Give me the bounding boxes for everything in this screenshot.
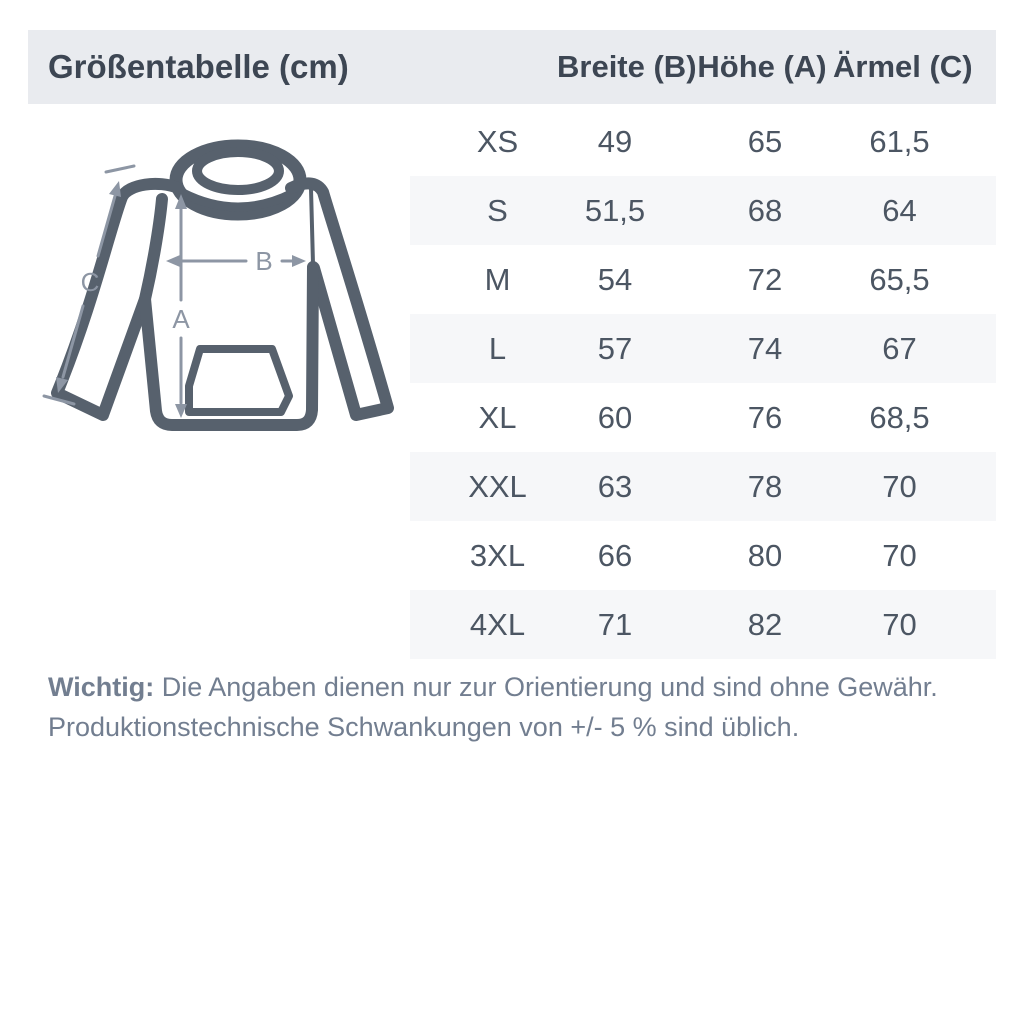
value-cell-hoehe: 68 bbox=[747, 192, 783, 228]
size-cell: XS bbox=[476, 123, 519, 159]
column-header-breite: Breite (B) bbox=[557, 49, 697, 84]
column-headers bbox=[410, 30, 996, 104]
value-cell-hoehe: 80 bbox=[747, 537, 783, 573]
value-cell-aermel: 64 bbox=[882, 192, 917, 228]
value-cell-breite: 51,5 bbox=[584, 192, 646, 228]
size-cell: 4XL bbox=[469, 606, 526, 642]
size-table bbox=[410, 107, 996, 659]
value-cell-aermel: 65,5 bbox=[869, 261, 930, 297]
table-row bbox=[410, 176, 996, 245]
table-row bbox=[410, 107, 996, 176]
size-cell: XL bbox=[478, 399, 517, 435]
value-cell-hoehe: 65 bbox=[747, 123, 783, 159]
value-cell-aermel: 70 bbox=[882, 606, 917, 642]
table-row bbox=[410, 521, 996, 590]
value-cell-breite: 71 bbox=[597, 606, 633, 642]
value-cell-hoehe: 76 bbox=[747, 399, 783, 435]
hood-collar-icon bbox=[183, 193, 293, 207]
right-armhole-seam-icon bbox=[311, 189, 313, 264]
size-chart-title: Größentabelle (cm) bbox=[48, 48, 349, 85]
size-cell: XXL bbox=[468, 468, 527, 504]
size-cell: M bbox=[484, 261, 511, 297]
value-cell-aermel: 61,5 bbox=[869, 123, 930, 159]
table-row bbox=[410, 245, 996, 314]
value-cell-breite: 60 bbox=[597, 399, 633, 435]
size-cell: S bbox=[487, 192, 508, 228]
table-row bbox=[410, 590, 996, 659]
hoodie-measurement-diagram bbox=[30, 125, 415, 455]
hood-inner-icon bbox=[197, 152, 279, 190]
table-row bbox=[410, 314, 996, 383]
left-sleeve-icon bbox=[57, 184, 178, 415]
pocket-icon bbox=[189, 349, 289, 412]
measurement-label-c: C bbox=[80, 267, 100, 297]
value-cell-hoehe: 72 bbox=[747, 261, 783, 297]
value-cell-hoehe: 74 bbox=[747, 330, 783, 366]
value-cell-aermel: 67 bbox=[882, 330, 917, 366]
value-cell-aermel: 68,5 bbox=[869, 399, 930, 435]
size-cell: 3XL bbox=[469, 537, 526, 573]
width-arrow-b bbox=[166, 255, 306, 267]
value-cell-hoehe: 78 bbox=[747, 468, 783, 504]
column-header-hoehe: Höhe (A) bbox=[697, 49, 827, 84]
note-text bbox=[48, 667, 938, 747]
table-row bbox=[410, 452, 996, 521]
value-cell-aermel: 70 bbox=[882, 537, 917, 573]
right-sleeve-icon bbox=[291, 183, 388, 415]
value-cell-breite: 57 bbox=[597, 330, 633, 366]
size-cell: L bbox=[488, 330, 507, 366]
value-cell-breite: 49 bbox=[597, 123, 633, 159]
value-cell-breite: 63 bbox=[597, 468, 633, 504]
table-row bbox=[410, 383, 996, 452]
value-cell-hoehe: 82 bbox=[747, 606, 783, 642]
value-cell-breite: 54 bbox=[597, 261, 633, 297]
measurement-label-a: A bbox=[172, 304, 190, 334]
measurement-label-b: B bbox=[255, 246, 273, 276]
value-cell-breite: 66 bbox=[597, 537, 633, 573]
note-important-label: Wichtig: Die Angaben dienen nur zur Orientierung und sind ohne Gewähr. bbox=[48, 672, 938, 702]
note-line-2: Produktionstechnische Schwankungen von +/- 5 % sind üblich. bbox=[48, 712, 800, 742]
size-chart-header bbox=[28, 30, 996, 104]
value-cell-aermel: 70 bbox=[882, 468, 917, 504]
column-header-aermel: Ärmel (C) bbox=[833, 49, 973, 84]
